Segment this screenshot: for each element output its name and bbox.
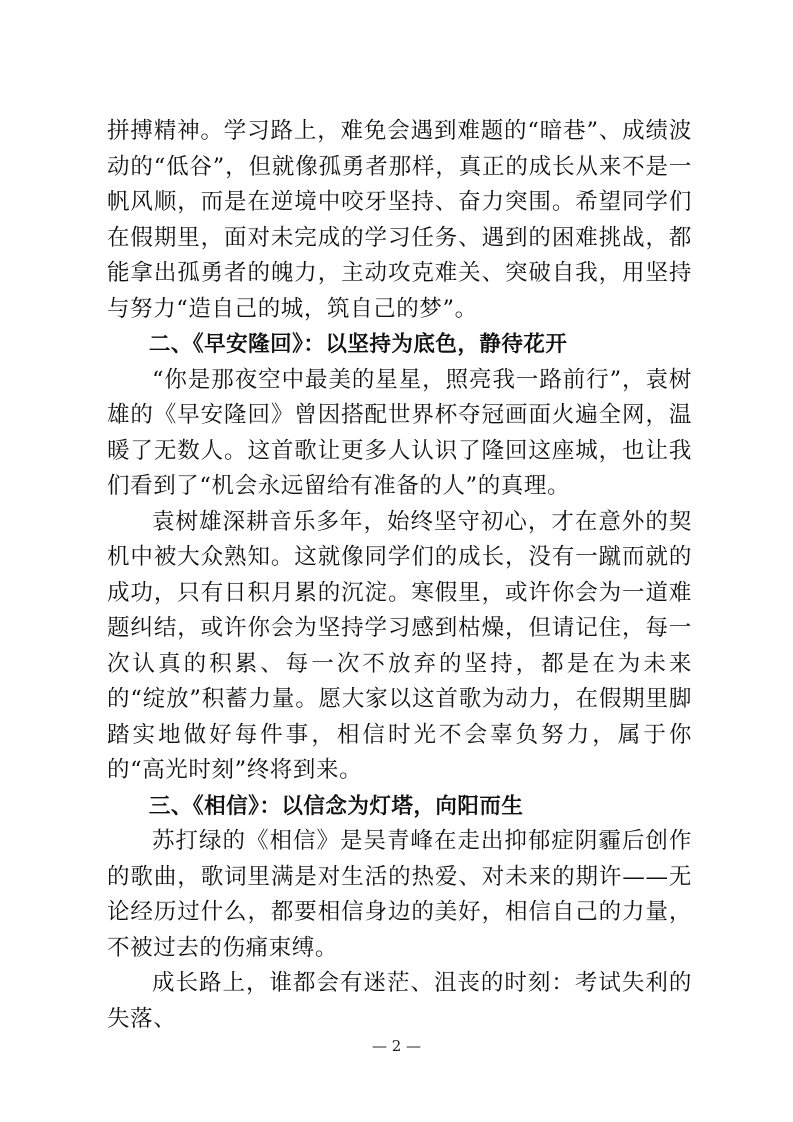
- page-number: — 2 —: [371, 1037, 422, 1055]
- paragraph-xiangxin-intro: 苏打绿的《相信》是吴青峰在走出抑郁症阴霾后创作的歌曲，歌词里满是对生活的热爱、对未来的期许——无论经历过什么，都要相信身边的美好，相信自己的力量，不被过去的伤痛束缚。: [107, 828, 692, 961]
- paragraph-growth: 成长路上，谁都会有迷茫、沮丧的时刻：考试失利的失落、: [107, 970, 692, 1032]
- section-heading-2: 二、《早安隆回》：以坚持为底色，静待花开: [148, 332, 568, 357]
- paragraph-zaoan-intro: “你是那夜空中最美的星星，照亮我一路前行”，袁树雄的《早安隆回》曾因搭配世界杯夺冠画面火遍全网，温暖了无数人。这首歌让更多人认识了隆回这座城，也让我们看到了“机会永远留给有准备的人”的真理。: [107, 366, 692, 499]
- section-heading-3: 三、《相信》：以信念为灯塔，向阳而生: [148, 793, 524, 819]
- paragraph-continuation: 拼搏精神。学习路上，难免会遇到难题的“暗巷”、成绩波动的“低谷”，但就像孤勇者那样，真正的成长从来不是一帆风顺，而是在逆境中咬牙坚持、奋力突围。希望同学们在假期里，面对未完成的学习任务、遇到的困难挑战，都能拿出孤勇者的魄力，主动攻克难关、突破自我，用坚持与努力“造自己的城，筑自己的梦”。: [107, 118, 692, 322]
- paragraph-zaoan-body: 袁树雄深耕音乐多年，始终坚守初心，才在意外的契机中被大众熟知。这就像同学们的成长，没有一蹴而就的成功，只有日积月累的沉淀。寒假里，或许你会为一道难题纠结，或许你会为坚持学习感到枯燥，但请记住，每一次认真的积累、每一次不放弃的坚持，都是在为未来的“绽放”积蓄力量。愿大家以这首歌为动力，在假期里脚踏实地做好每件事，相信时光不会辜负努力，属于你的“高光时刻”终将到来。: [107, 508, 692, 783]
- body-text: [107, 114, 692, 1037]
